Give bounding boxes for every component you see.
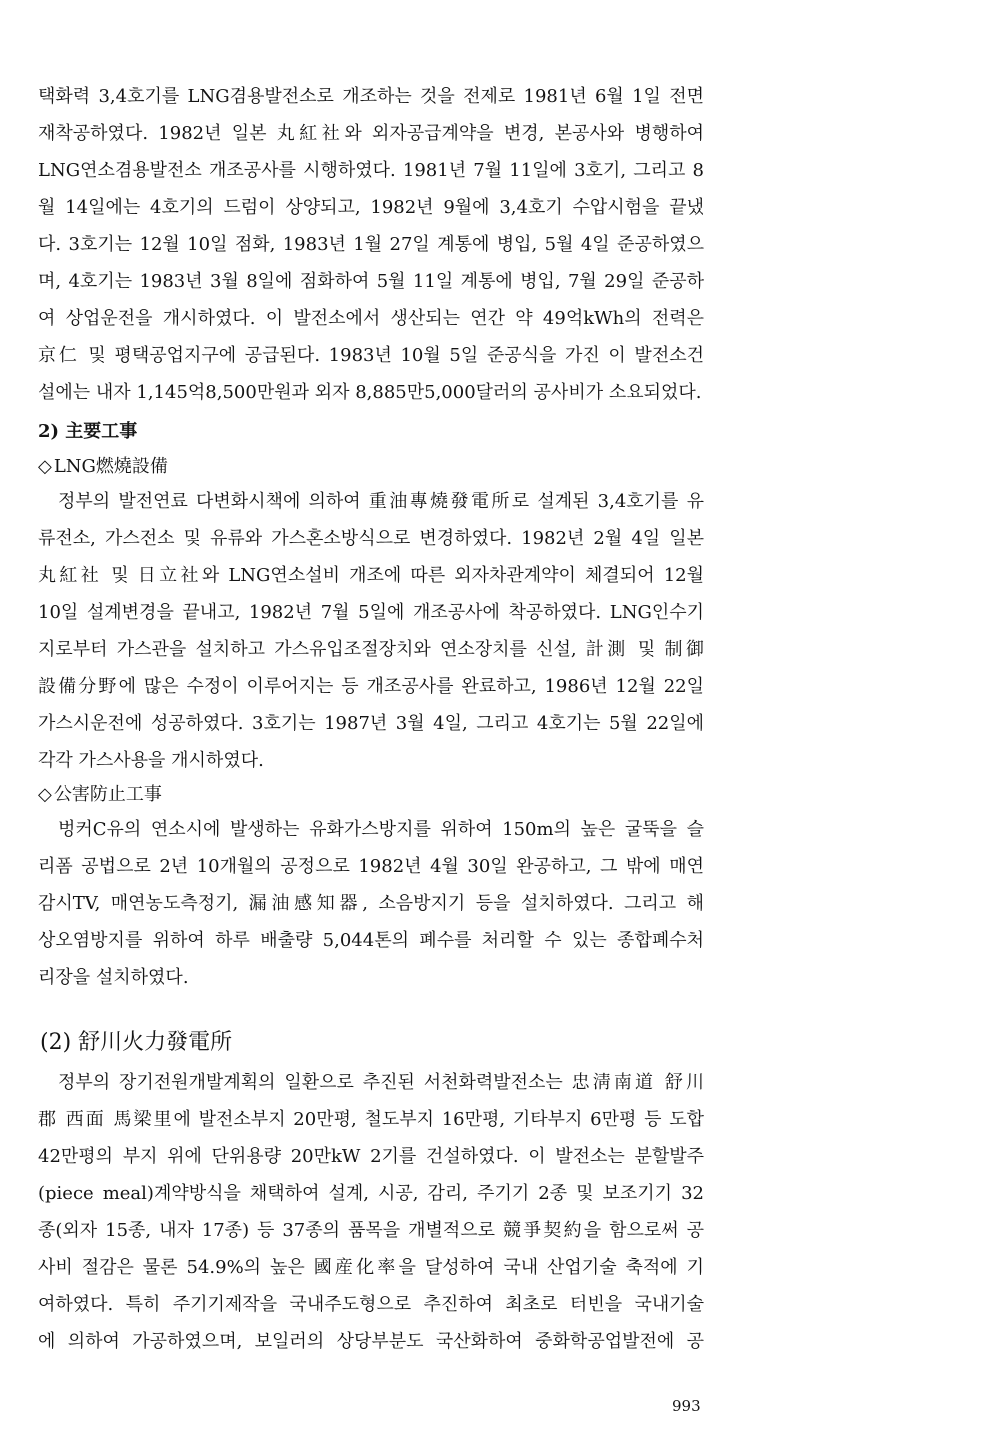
pollution-heading-text: 公害防止工事 bbox=[53, 784, 162, 805]
intro-line: 여 상업운전을 개시하였다. 이 발전소에서 생산되는 연간 약 49억kWh의 전력은 bbox=[38, 308, 704, 329]
lng-line: 가스시운전에 성공하였다. 3호기는 1987년 3월 4일, 그리고 4호기는 5월 22일에 bbox=[38, 713, 704, 734]
seocheon-line: 사비 절감은 물론 54.9%의 높은 國産化率을 달성하여 국내 산업기술 축적에 기 bbox=[38, 1257, 704, 1278]
seocheon-line: 여하였다. 특히 주기기제작을 국내주도형으로 추진하여 최초로 터빈을 국내기술 bbox=[38, 1294, 704, 1315]
lng-line: 10일 설계변경을 끝내고, 1982년 7월 5일에 개조공사에 착공하였다. LNG인수기 bbox=[38, 602, 704, 623]
pollution-line: 감시TV, 매연농도측정기, 漏油感知器, 소음방지기 등을 설치하였다. 그리고 해 bbox=[38, 893, 704, 914]
intro-line: 며, 4호기는 1983년 3월 8일에 점화하여 5월 11일 계통에 병입, 7월 29일 준공하 bbox=[38, 271, 704, 292]
intro-line: 설에는 내자 1,145억8,500만원과 외자 8,885만5,000달러의 공사비가 소요되었다. bbox=[38, 382, 702, 403]
pollution-line: 리장을 설치하였다. bbox=[38, 967, 189, 988]
diamond-icon: ◇ bbox=[38, 784, 52, 805]
lng-line: 지로부터 가스관을 설치하고 가스유입조절장치와 연소장치를 신설, 計測 및 制御 bbox=[38, 639, 704, 660]
lng-line: 丸紅社 및 日立社와 LNG연소설비 개조에 따른 외자차관계약이 체결되어 12월 bbox=[38, 565, 704, 586]
intro-line: 다. 3호기는 12월 10일 점화, 1983년 1월 27일 계통에 병입, 5월 4일 준공하였으 bbox=[38, 234, 704, 255]
seocheon-line: 정부의 장기전원개발계획의 일환으로 추진된 서천화력발전소는 忠淸南道 舒川 bbox=[58, 1072, 704, 1093]
lng-line: 각각 가스사용을 개시하였다. bbox=[38, 750, 264, 771]
lng-line: 류전소, 가스전소 및 유류와 가스혼소방식으로 변경하였다. 1982년 2월 4일 일본 bbox=[38, 528, 704, 549]
lng-line: 設備分野에 많은 수정이 이루어지는 등 개조공사를 완료하고, 1986년 12월 22일 bbox=[38, 676, 704, 697]
major-works-heading: 2) 主要工事 bbox=[38, 421, 138, 442]
lng-line: 정부의 발전연료 다변화시책에 의하여 重油專燒發電所로 설계된 3,4호기를 유 bbox=[58, 491, 704, 512]
seocheon-line: 에 의하여 가공하였으며, 보일러의 상당부분도 국산화하여 중화학공업발전에 공 bbox=[38, 1331, 704, 1352]
intro-line: 재착공하였다. 1982년 일본 丸紅社와 외자공급계약을 변경, 본공사와 병행하여 bbox=[38, 123, 704, 144]
pollution-heading bbox=[38, 782, 162, 808]
page-number: 993 bbox=[672, 1397, 701, 1415]
seocheon-line: 郡 西面 馬梁里에 발전소부지 20만평, 철도부지 16만평, 기타부지 6만평 등 도합 bbox=[38, 1109, 704, 1130]
intro-line: LNG연소겸용발전소 개조공사를 시행하였다. 1981년 7월 11일에 3호기, 그리고 8 bbox=[38, 160, 704, 181]
pollution-line: 상오염방지를 위하여 하루 배출량 5,044톤의 폐수를 처리할 수 있는 종합폐수처 bbox=[38, 930, 704, 951]
seocheon-line: 종(외자 15종, 내자 17종) 등 37종의 품목을 개별적으로 競爭契約을 함으로써 공 bbox=[38, 1220, 704, 1241]
intro-line: 택화력 3,4호기를 LNG겸용발전소로 개조하는 것을 전제로 1981년 6월 1일 전면 bbox=[38, 86, 704, 107]
lng-heading-text: LNG燃燒設備 bbox=[53, 456, 168, 477]
seocheon-line: 42만평의 부지 위에 단위용량 20만kW 2기를 건설하였다. 이 발전소는 분할발주 bbox=[38, 1146, 704, 1167]
section-title: (2) 舒川火力發電所 bbox=[40, 1030, 233, 1055]
intro-line: 월 14일에는 4호기의 드럼이 상양되고, 1982년 9월에 3,4호기 수압시험을 끝냈 bbox=[38, 197, 704, 218]
pollution-line: 리폼 공법으로 2년 10개월의 공정으로 1982년 4월 30일 완공하고, 그 밖에 매연 bbox=[38, 856, 704, 877]
pollution-line: 벙커C유의 연소시에 발생하는 유화가스방지를 위하여 150m의 높은 굴뚝을 슬 bbox=[58, 819, 704, 840]
diamond-icon: ◇ bbox=[38, 456, 52, 477]
intro-line: 京仁 및 평택공업지구에 공급된다. 1983년 10월 5일 준공식을 가진 이 발전소건 bbox=[38, 345, 704, 366]
seocheon-line: (piece meal)계약방식을 채택하여 설계, 시공, 감리, 주기기 2종 및 보조기기 32 bbox=[38, 1183, 704, 1204]
lng-heading bbox=[38, 454, 168, 480]
